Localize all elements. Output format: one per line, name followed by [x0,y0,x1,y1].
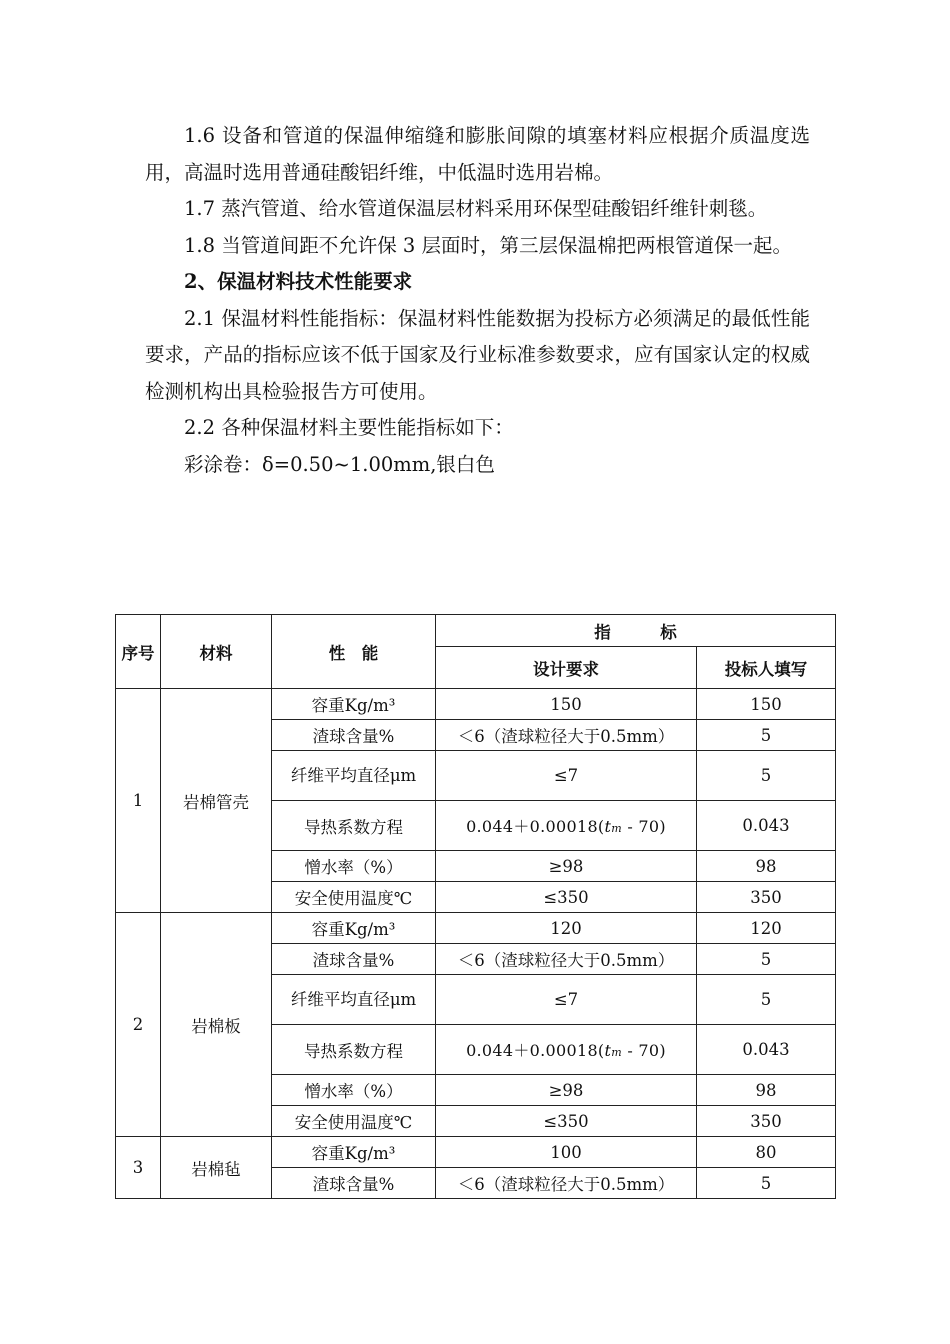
property-cell: 安全使用温度℃ [272,1106,436,1137]
bidder-cell: 5 [697,944,836,975]
design-cell: ＜6（渣球粒径大于0.5mm） [436,944,697,975]
paragraph-2-2: 2.2 各种保温材料主要性能指标如下： [184,416,514,439]
formula-subscript-m: m [611,822,622,835]
design-cell: ＜6（渣球粒径大于0.5mm） [436,720,697,751]
bidder-cell: 5 [697,720,836,751]
bidder-cell: 120 [697,913,836,944]
property-cell: 憎水率（%） [272,851,436,882]
property-cell: 导热系数方程 [272,801,436,851]
header-property: 性 能 [272,615,436,689]
table-header-row [116,615,836,647]
group-material: 岩棉管壳 [161,689,272,913]
property-cell: 容重Kg/m³ [272,913,436,944]
insulation-spec-table [115,614,836,1199]
bidder-cell: 98 [697,851,836,882]
design-cell: ≤350 [436,882,697,913]
design-cell: ≥98 [436,851,697,882]
design-cell: ≤7 [436,975,697,1025]
bidder-cell: 98 [697,1075,836,1106]
property-cell: 渣球含量% [272,944,436,975]
formula-part-a: 0.044＋0.00018( [466,817,605,836]
formula-subscript-m: m [611,1046,622,1059]
paragraph-1-7: 1.7 蒸汽管道、给水管道保温层材料采用环保型硅酸铝纤维针刺毯。 [184,197,768,220]
property-cell: 导热系数方程 [272,1025,436,1075]
group-material: 岩棉毡 [161,1137,272,1199]
formula-variable-t: t [604,817,612,836]
bidder-cell: 350 [697,1106,836,1137]
formula-cell [436,1025,697,1075]
formula-cell [436,801,697,851]
design-cell: ≥98 [436,1075,697,1106]
table-row [116,689,836,720]
paragraph-color-coil: 彩涂卷：δ=0.50~1.00mm,银白色 [184,452,495,476]
design-cell: 150 [436,689,697,720]
header-material: 材料 [161,615,272,689]
paragraph-1-6: 1.6 设备和管道的保温伸缩缝和膨胀间隙的填塞材料应根据介质温度选用，高温时选用普通硅酸铝纤维，中低温时选用岩棉。 [145,124,810,184]
paragraph-2-1: 2.1 保温材料性能指标：保温材料性能数据为投标方必须满足的最低性能要求，产品的指标应该不低于国家及行业标准参数要求，应有国家认定的权威检测机构出具检验报告方可使用。 [145,306,810,403]
bidder-cell: 0.043 [697,801,836,851]
group-index: 1 [116,689,161,913]
bidder-cell: 80 [697,1137,836,1168]
property-cell: 纤维平均直径μm [272,975,436,1025]
header-indicator: 指 标 [436,615,836,647]
bidder-cell: 5 [697,751,836,801]
design-cell: ≤7 [436,751,697,801]
design-cell: 100 [436,1137,697,1168]
formula-part-b: - 70) [621,817,666,836]
bidder-cell: 5 [697,975,836,1025]
property-cell: 渣球含量% [272,1168,436,1199]
section-heading-2: 2、保温材料技术性能要求 [184,270,413,293]
formula-variable-t: t [604,1041,612,1060]
bidder-cell: 0.043 [697,1025,836,1075]
table-row [116,913,836,944]
property-cell: 渣球含量% [272,720,436,751]
group-index: 3 [116,1137,161,1199]
design-cell: ＜6（渣球粒径大于0.5mm） [436,1168,697,1199]
design-cell: 120 [436,913,697,944]
group-index: 2 [116,913,161,1137]
property-cell: 容重Kg/m³ [272,689,436,720]
group-material: 岩棉板 [161,913,272,1137]
bidder-cell: 150 [697,689,836,720]
table-row [116,1137,836,1168]
bidder-cell: 5 [697,1168,836,1199]
property-cell: 纤维平均直径μm [272,751,436,801]
formula-part-a: 0.044＋0.00018( [466,1041,605,1060]
paragraph-1-8: 1.8 当管道间距不允许保 3 层面时，第三层保温棉把两根管道保一起。 [184,233,793,257]
property-cell: 安全使用温度℃ [272,882,436,913]
design-cell: ≤350 [436,1106,697,1137]
property-cell: 容重Kg/m³ [272,1137,436,1168]
property-cell: 憎水率（%） [272,1075,436,1106]
header-index: 序号 [116,615,161,689]
header-bidder: 投标人填写 [697,647,836,689]
bidder-cell: 350 [697,882,836,913]
formula-part-b: - 70) [621,1041,666,1060]
header-design: 设计要求 [436,647,697,689]
body-text [145,118,810,483]
